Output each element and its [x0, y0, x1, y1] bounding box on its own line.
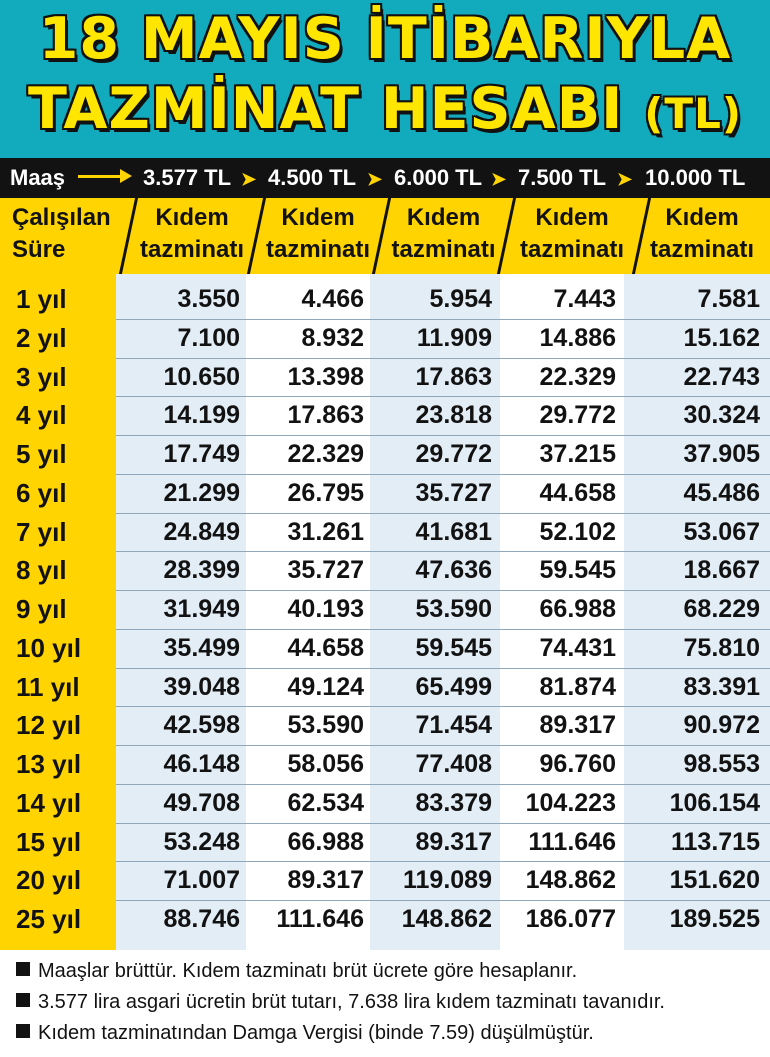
table-cell: 21.299	[163, 478, 240, 507]
bullet-square-icon	[16, 1024, 30, 1038]
row-label: 15 yıl	[16, 826, 82, 857]
table-cell: 104.223	[525, 788, 616, 817]
row-label: 7 yıl	[16, 516, 67, 547]
row-label: 5 yıl	[16, 439, 67, 469]
row-label: 1 yıl	[16, 284, 67, 314]
table-cell: 81.874	[539, 672, 616, 701]
table-cell: 106.154	[669, 788, 760, 817]
table-cell: 44.658	[539, 478, 616, 507]
table-cell: 59.545	[415, 633, 492, 662]
table-cell: 75.810	[683, 633, 760, 662]
table-cell: 29.772	[415, 440, 492, 468]
column-header-line-2: tazminatı	[391, 236, 496, 263]
row-divider	[116, 861, 770, 862]
table-cell: 98.553	[683, 750, 760, 778]
arrow-right-icon: ➤	[491, 169, 507, 189]
row-divider	[116, 590, 770, 591]
column-header-4	[504, 202, 640, 266]
salary-value-1: 3.577 TL	[143, 165, 232, 190]
table-cell: 17.863	[287, 401, 364, 430]
footnote	[16, 1022, 594, 1045]
table-cell: 89.317	[287, 866, 364, 895]
footnote-text: Kıdem tazminatından Damga Vergisi (binde 7.59) düşülmüştür.	[38, 1022, 594, 1044]
table-cell: 35.727	[415, 478, 492, 507]
row-divider	[116, 551, 770, 552]
row-divider	[116, 706, 770, 707]
row-divider	[116, 435, 770, 436]
salary-value-2: 4.500 TL	[268, 165, 357, 190]
table-cell: 74.431	[539, 633, 616, 662]
table-cell: 31.949	[163, 595, 240, 623]
salary-bar	[0, 158, 770, 198]
row-divider	[116, 629, 770, 630]
table-cell: 83.379	[415, 788, 492, 817]
table-cell: 8.932	[301, 323, 364, 352]
table-cell: 71.454	[415, 711, 492, 740]
table-cell: 23.818	[415, 401, 492, 430]
column-header-line-2: tazminatı	[139, 236, 244, 263]
table-cell: 14.199	[163, 401, 240, 430]
table-cell: 11.909	[416, 323, 492, 352]
table-cell: 7.581	[697, 285, 760, 313]
arrow-right-icon	[78, 175, 122, 178]
table-cell: 5.954	[429, 285, 492, 313]
row-label: 6 yıl	[16, 477, 67, 508]
row-label: 20 yıl	[16, 865, 82, 896]
table-cell: 66.988	[539, 595, 616, 623]
column-header-line-2: tazminatı	[649, 236, 754, 263]
column-header-line-2: tazminatı	[519, 236, 624, 263]
footnote	[16, 960, 577, 983]
column-header-line-1: Kıdem	[281, 204, 355, 231]
table-cell: 31.261	[287, 517, 364, 546]
table-cell: 68.229	[683, 595, 760, 623]
table-cell: 15.162	[683, 323, 760, 352]
column-header-1	[128, 202, 256, 266]
table-cell: 18.667	[683, 556, 760, 585]
column-header-line-1: Kıdem	[535, 204, 609, 231]
row-label: 13 yıl	[16, 749, 82, 779]
row-divider	[116, 745, 770, 746]
row-label: 8 yıl	[16, 555, 67, 586]
table-cell: 88.746	[163, 905, 240, 933]
duration-header-line-2: Süre	[12, 236, 66, 263]
table-cell: 45.486	[683, 478, 760, 507]
arrow-right-icon: ➤	[241, 169, 257, 189]
column-header-line-1: Kıdem	[665, 204, 739, 231]
row-divider	[116, 900, 770, 901]
table-cell: 189.525	[669, 905, 760, 933]
footnotes	[0, 950, 770, 1057]
table-cell: 41.681	[415, 517, 492, 546]
table-cell: 52.102	[539, 517, 616, 546]
title-banner	[0, 0, 770, 158]
title-unit: (TL)	[644, 89, 743, 138]
row-divider	[116, 668, 770, 669]
table-cell: 40.193	[287, 595, 364, 623]
table-cell: 53.590	[287, 711, 364, 740]
table-cell: 22.743	[683, 362, 760, 391]
table-cell: 89.317	[415, 827, 492, 856]
bullet-square-icon	[16, 993, 30, 1007]
table-cell: 90.972	[683, 711, 760, 740]
table-cell: 26.795	[287, 478, 364, 507]
table-cell: 71.007	[163, 866, 240, 895]
table-cell: 49.124	[287, 672, 364, 701]
column-header-line-1: Kıdem	[406, 204, 481, 231]
table-cell: 39.048	[163, 672, 240, 701]
row-divider	[116, 358, 770, 359]
table-cell: 35.727	[287, 556, 364, 585]
table-cell: 29.772	[539, 401, 616, 430]
table-cell: 10.650	[163, 362, 240, 391]
table-cell: 119.089	[403, 866, 492, 895]
table-cell: 37.215	[539, 440, 616, 468]
table-cell: 151.620	[669, 866, 760, 895]
table-cell: 53.067	[683, 517, 760, 546]
row-label: 25 yıl	[16, 904, 82, 934]
bullet-square-icon	[16, 962, 30, 976]
table-cell: 46.148	[163, 750, 240, 778]
table-cell: 111.646	[276, 905, 364, 933]
row-label: 2 yıl	[16, 322, 67, 353]
table-cell: 35.499	[163, 633, 240, 662]
salary-value-3: 6.000 TL	[394, 165, 483, 190]
table-cell: 62.534	[287, 788, 364, 817]
row-label: 14 yıl	[16, 787, 82, 818]
table-cell: 148.862	[525, 866, 616, 895]
table-cell: 24.849	[163, 517, 240, 546]
table-cell: 111.646	[528, 827, 616, 856]
table-cell: 42.598	[163, 711, 240, 740]
severance-table	[0, 198, 770, 950]
row-label: 3 yıl	[16, 361, 67, 392]
title-line-2	[0, 76, 770, 142]
salary-value-4: 7.500 TL	[518, 165, 607, 190]
arrow-right-icon: ➤	[617, 169, 633, 189]
duration-header-line-1: Çalışılan	[12, 204, 111, 231]
row-label: 11 yıl	[16, 671, 80, 702]
row-label: 4 yıl	[16, 400, 67, 431]
table-cell: 14.886	[539, 323, 616, 352]
table-cell: 22.329	[539, 362, 616, 391]
table-cell: 49.708	[163, 788, 240, 817]
table-cell: 113.715	[671, 827, 760, 856]
table-cell: 65.499	[415, 672, 492, 701]
table-cell: 58.056	[287, 750, 364, 778]
table-cell: 44.658	[287, 633, 364, 662]
table-cell: 77.408	[415, 750, 492, 778]
table-cell: 30.324	[683, 401, 760, 430]
table-cell: 37.905	[683, 440, 760, 468]
row-divider	[116, 513, 770, 514]
salary-label: Maaş	[10, 165, 66, 190]
footnote-text: 3.577 lira asgari ücretin brüt tutarı, 7.638 lira kıdem tazminatı tavanıdır.	[38, 991, 665, 1013]
arrow-right-icon: ➤	[367, 169, 383, 189]
table-cell: 3.550	[177, 285, 240, 313]
title-line-1: 18 MAYIS İTİBARIYLA	[38, 6, 732, 72]
table-cell: 53.590	[415, 595, 492, 623]
row-divider	[116, 396, 770, 397]
row-label: 12 yıl	[16, 710, 82, 741]
footnote-text: Maaşlar brüttür. Kıdem tazminatı brüt ücrete göre hesaplanır.	[38, 960, 578, 982]
table-cell: 17.863	[415, 362, 492, 391]
table-cell: 148.862	[401, 905, 492, 933]
table-cell: 186.077	[525, 905, 616, 933]
table-cell: 17.749	[163, 440, 240, 468]
table-cell: 66.988	[287, 827, 364, 856]
table-cell: 28.399	[163, 556, 240, 585]
column-header-3	[381, 202, 506, 266]
row-label: 9 yıl	[16, 594, 67, 624]
table-cell: 13.398	[287, 362, 364, 391]
column-header-2	[255, 202, 381, 266]
table-cell: 53.248	[163, 827, 240, 856]
salary-value-5: 10.000 TL	[645, 165, 746, 190]
row-divider	[116, 474, 770, 475]
row-divider	[116, 823, 770, 824]
table-cell: 83.391	[683, 672, 760, 701]
column-header-line-1: Kıdem	[155, 204, 229, 231]
table-cell: 96.760	[539, 750, 616, 778]
table-cell: 59.545	[539, 556, 616, 585]
duration-header	[12, 202, 111, 266]
table-cell: 4.466	[301, 285, 364, 313]
table-cell: 89.317	[539, 711, 616, 740]
column-header-5	[642, 202, 762, 266]
row-divider	[116, 784, 770, 785]
column-header-line-2: tazminatı	[265, 236, 370, 263]
table-cell: 7.100	[177, 323, 240, 352]
table-cell: 47.636	[415, 556, 492, 585]
table-cell: 22.329	[287, 440, 364, 468]
title-main: TAZMİNAT HESABI	[27, 76, 624, 142]
footnote	[16, 991, 665, 1014]
row-divider	[116, 319, 770, 320]
table-cell: 7.443	[553, 285, 616, 313]
row-label: 10 yıl	[16, 632, 82, 663]
